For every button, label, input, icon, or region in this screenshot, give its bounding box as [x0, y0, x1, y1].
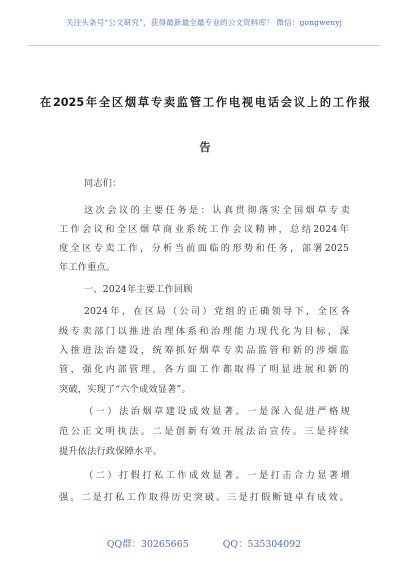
header-divider: [28, 45, 380, 46]
body-line: 度全区专卖工作，分析当前面临的形势和任务，部署2025: [59, 243, 349, 254]
body-line: 2024年，在区局（公司）党组的正确领导下，全区各: [84, 306, 350, 317]
header-promo-text: 关注头条号“公文研究”，获得最新最全最专业的公文资料库！ 微信：gongwenyj: [65, 18, 343, 27]
body-line: （一）法治烟草建设成效显著。一是深入促进严格规: [84, 406, 350, 417]
body-line: 管，强化内部管理，各方面工作都取得了明显进展和新的: [59, 364, 349, 375]
footer-qq: QQ：535304092: [222, 539, 302, 550]
document-title-line-1: 在2025年全区烟草专卖监管工作电视电话会议上的工作报: [40, 96, 370, 109]
section-heading: 一、2024年主要工作回顾: [84, 284, 193, 295]
body-line: 提升依法行政保障水平。: [59, 446, 163, 457]
body-line: 突破，实现了“六个成效显著”。: [59, 384, 191, 395]
body-line: 入推进法治建设，统筹抓好烟草专卖品监管和新的涉烟监: [59, 345, 349, 356]
body-line: 工作会议和全区烟草商业系统工作会议精神，总结2024年: [59, 224, 349, 235]
body-line: （二）打假打私工作成效显著。一是打击合力显著增: [84, 470, 350, 481]
body-line: 这次会议的主要任务是：认真贯彻落实全国烟草专卖: [84, 205, 350, 216]
footer-contact: [0, 536, 408, 550]
body-line: 强。二是打私工作取得历史突破。三是打假断链卓有成效。: [59, 492, 349, 503]
footer-qq-group: QQ群：30265665: [106, 539, 189, 550]
body-line: 年工作重点。: [59, 262, 116, 273]
body-line: 级专卖部门以推进治理体系和治理能力现代化为目标，深: [59, 326, 349, 337]
salutation: 同志们：: [84, 178, 122, 189]
document-title-line-2: 告: [199, 141, 211, 154]
body-line: 范公正文明执法。二是创新有效开展法治宣传。三是持续: [59, 426, 349, 437]
